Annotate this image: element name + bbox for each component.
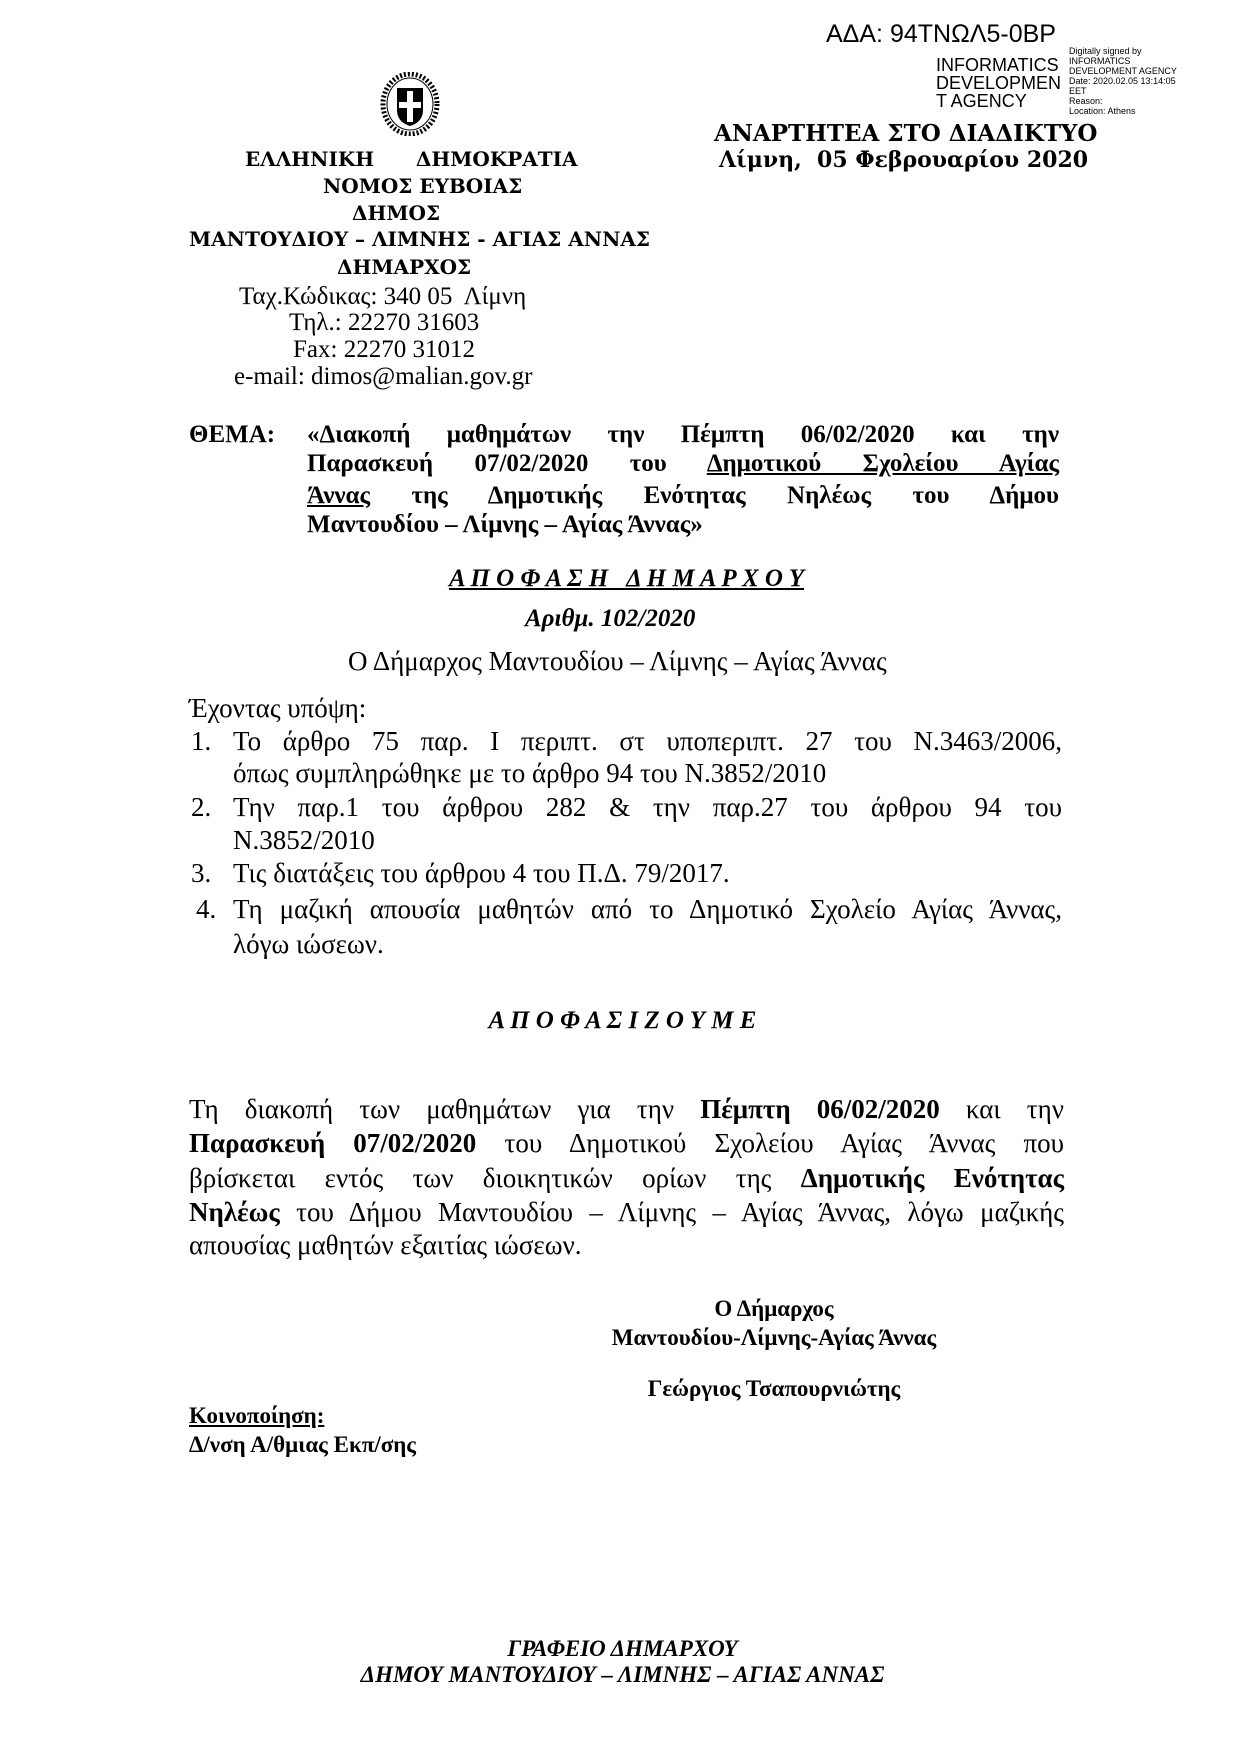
signatory-municipality: Μαντουδίου-Λίμνης-Αγίας Άννας xyxy=(611,1325,937,1350)
list-item-line: Το άρθρο 75 παρ. Ι περιπτ. στ υποπεριπτ. 27 του Ν.3463/2006, xyxy=(233,726,1062,756)
paragraph-text: Τη διακοπή των μαθημάτων για την xyxy=(189,1094,675,1124)
list-item-line: όπως συμπληρώθηκε με το άρθρο 94 του Ν.3852/2010 xyxy=(233,758,827,788)
list-item-line: Τις διατάξεις του άρθρου 4 του Π.Δ. 79/2017. xyxy=(233,858,730,888)
mayor-line: Ο Δήμαρχος Μαντουδίου – Λίμνης – Αγίας Άννας xyxy=(348,646,887,676)
header-prefecture: ΝΟΜΟΣ ΕΥΒΟΙΑΣ xyxy=(323,174,523,198)
stamp-detail-line: DEVELOPMENT AGENCY xyxy=(1069,66,1177,76)
paragraph-text: του Δήμου Μαντουδίου – Λίμνης – Αγίας Άννας, λόγω μαζικής xyxy=(296,1197,1064,1227)
header-municipality-name: ΜΑΝΤΟΥΔΙΟΥ – ΛΙΜΝΗΣ - ΑΓΙΑΣ ΑΝΝΑΣ xyxy=(189,227,651,251)
stamp-name-line: DEVELOPMEN xyxy=(936,73,1062,93)
notification-label: Κοινοποίηση: xyxy=(189,1403,325,1428)
header-country: ΕΛΛΗΝΙΚΗ ΔΗΜΟΚΡΑΤΙΑ xyxy=(245,147,578,171)
contact-phone: Τηλ.: 22270 31603 xyxy=(289,309,480,336)
we-decide-heading: Α Π Ο Φ Α Σ Ι Ζ Ο Υ Μ Ε xyxy=(488,1007,757,1034)
decision-number: Αριθμ. 102/2020 xyxy=(525,605,696,632)
list-item-number: 3. xyxy=(191,858,212,888)
subject-text: Παρασκευή 07/02/2020 του xyxy=(307,450,667,477)
paragraph-text: βρίσκεται εντός των διοικητικών ορίων της xyxy=(189,1163,772,1193)
stamp-detail-line: Reason: xyxy=(1069,96,1103,106)
considering-label: Έχοντας υπόψη: xyxy=(189,693,367,723)
contact-fax: Fax: 22270 31012 xyxy=(293,336,475,363)
signatory-name: Γεώργιος Τσαπουρνιώτης xyxy=(647,1376,901,1401)
list-item-number: 1. xyxy=(191,726,212,756)
decision-paragraph-line xyxy=(189,1165,1064,1192)
decision-paragraph-line xyxy=(189,1130,1064,1157)
stamp-detail-line: INFORMATICS xyxy=(1069,56,1131,66)
list-item-number: 4. xyxy=(196,894,217,924)
signatory-title: Ο Δήμαρχος xyxy=(714,1296,834,1321)
header-municipality-label: ΔΗΜΟΣ xyxy=(352,201,441,225)
notification-recipient: Δ/νση Α/θμιας Εκπ/σης xyxy=(189,1432,416,1457)
contact-postal-code: Ταχ.Κώδικας: 340 05 Λίμνη xyxy=(239,283,527,310)
signature-stamp-details xyxy=(1069,46,1177,116)
decision-paragraph-line xyxy=(189,1096,1064,1123)
signature-stamp-name xyxy=(936,56,1061,110)
footer-office: ΓΡΑΦΕΙΟ ΔΗΜΑΡΧΟΥ xyxy=(507,1636,738,1661)
stamp-detail-line: EET xyxy=(1069,86,1087,96)
greek-coat-of-arms-icon xyxy=(380,72,440,140)
header-mayor: ΔΗΜΑΡΧΟΣ xyxy=(337,255,472,279)
decision-paragraph-line xyxy=(189,1199,1064,1226)
subject-label: ΘΕΜΑ: xyxy=(189,421,276,448)
paragraph-text: του Δημοτικού Σχολείου Αγίας Άννας που xyxy=(504,1128,1065,1158)
list-item-line: Την παρ.1 του άρθρου 282 & την παρ.27 του άρθρου 94 του xyxy=(233,792,1062,822)
subject-school-name: Άννας xyxy=(307,482,371,509)
paragraph-bold-unit: Νηλέως xyxy=(189,1197,280,1227)
list-item-number: 2. xyxy=(191,792,212,822)
subject-line xyxy=(307,483,1059,508)
list-item-line: λόγω ιώσεων. xyxy=(233,929,384,959)
paragraph-bold-unit: Δημοτικής Ενότητας xyxy=(800,1163,1065,1193)
decision-title: Α Π Ο Φ Α Σ Η Δ Η Μ Α Ρ Χ Ο Υ xyxy=(448,565,805,592)
subject-line xyxy=(307,451,1059,476)
subject-line: Μαντουδίου – Λίμνης – Αγίας Άννας» xyxy=(307,511,703,538)
list-item-line: Ν.3852/2010 xyxy=(233,825,375,855)
subject-text: της Δημοτικής Ενότητας Νηλέως του Δήμου xyxy=(411,482,1060,509)
contact-email: e-mail: dimos@malian.gov.gr xyxy=(234,363,533,390)
decision-paragraph-line: απουσίας μαθητών εξαιτίας ιώσεων. xyxy=(189,1230,582,1260)
stamp-name-line: INFORMATICS xyxy=(936,55,1059,75)
list-item-line: Τη μαζική απουσία μαθητών από το Δημοτικό Σχολείο Αγίας Άννας, xyxy=(233,894,1062,924)
stamp-detail-line: Date: 2020.02.05 13:14:05 xyxy=(1069,76,1176,86)
paragraph-bold-date: Παρασκευή 07/02/2020 xyxy=(189,1128,477,1158)
stamp-detail-line: Location: Athens xyxy=(1069,106,1136,116)
footer-municipality: ΔΗΜΟΥ ΜΑΝΤΟΥΔΙΟΥ – ΛΙΜΝΗΣ – ΑΓΙΑΣ ΑΝΝΑΣ xyxy=(360,1662,885,1687)
paragraph-text: και την xyxy=(965,1094,1064,1124)
stamp-name-line: T AGENCY xyxy=(936,91,1027,111)
subject-school-name: Δημοτικού Σχολείου Αγίας xyxy=(706,450,1059,477)
subject-line: «Διακοπή μαθημάτων την Πέμπτη 06/02/2020 και την xyxy=(307,421,1059,448)
ada-code: ΑΔΑ: 94ΤΝΩΛ5-0ΒΡ xyxy=(826,20,1056,48)
posting-notice: ΑΝΑΡΤΗΤΕΑ ΣΤΟ ΔΙΑΔΙΚΤΥΟ xyxy=(714,120,1098,147)
posting-date: Λίμνη, 05 Φεβρουαρίου 2020 xyxy=(719,147,1089,173)
paragraph-bold-date: Πέμπτη 06/02/2020 xyxy=(700,1094,940,1124)
stamp-detail-line: Digitally signed by xyxy=(1069,46,1142,56)
